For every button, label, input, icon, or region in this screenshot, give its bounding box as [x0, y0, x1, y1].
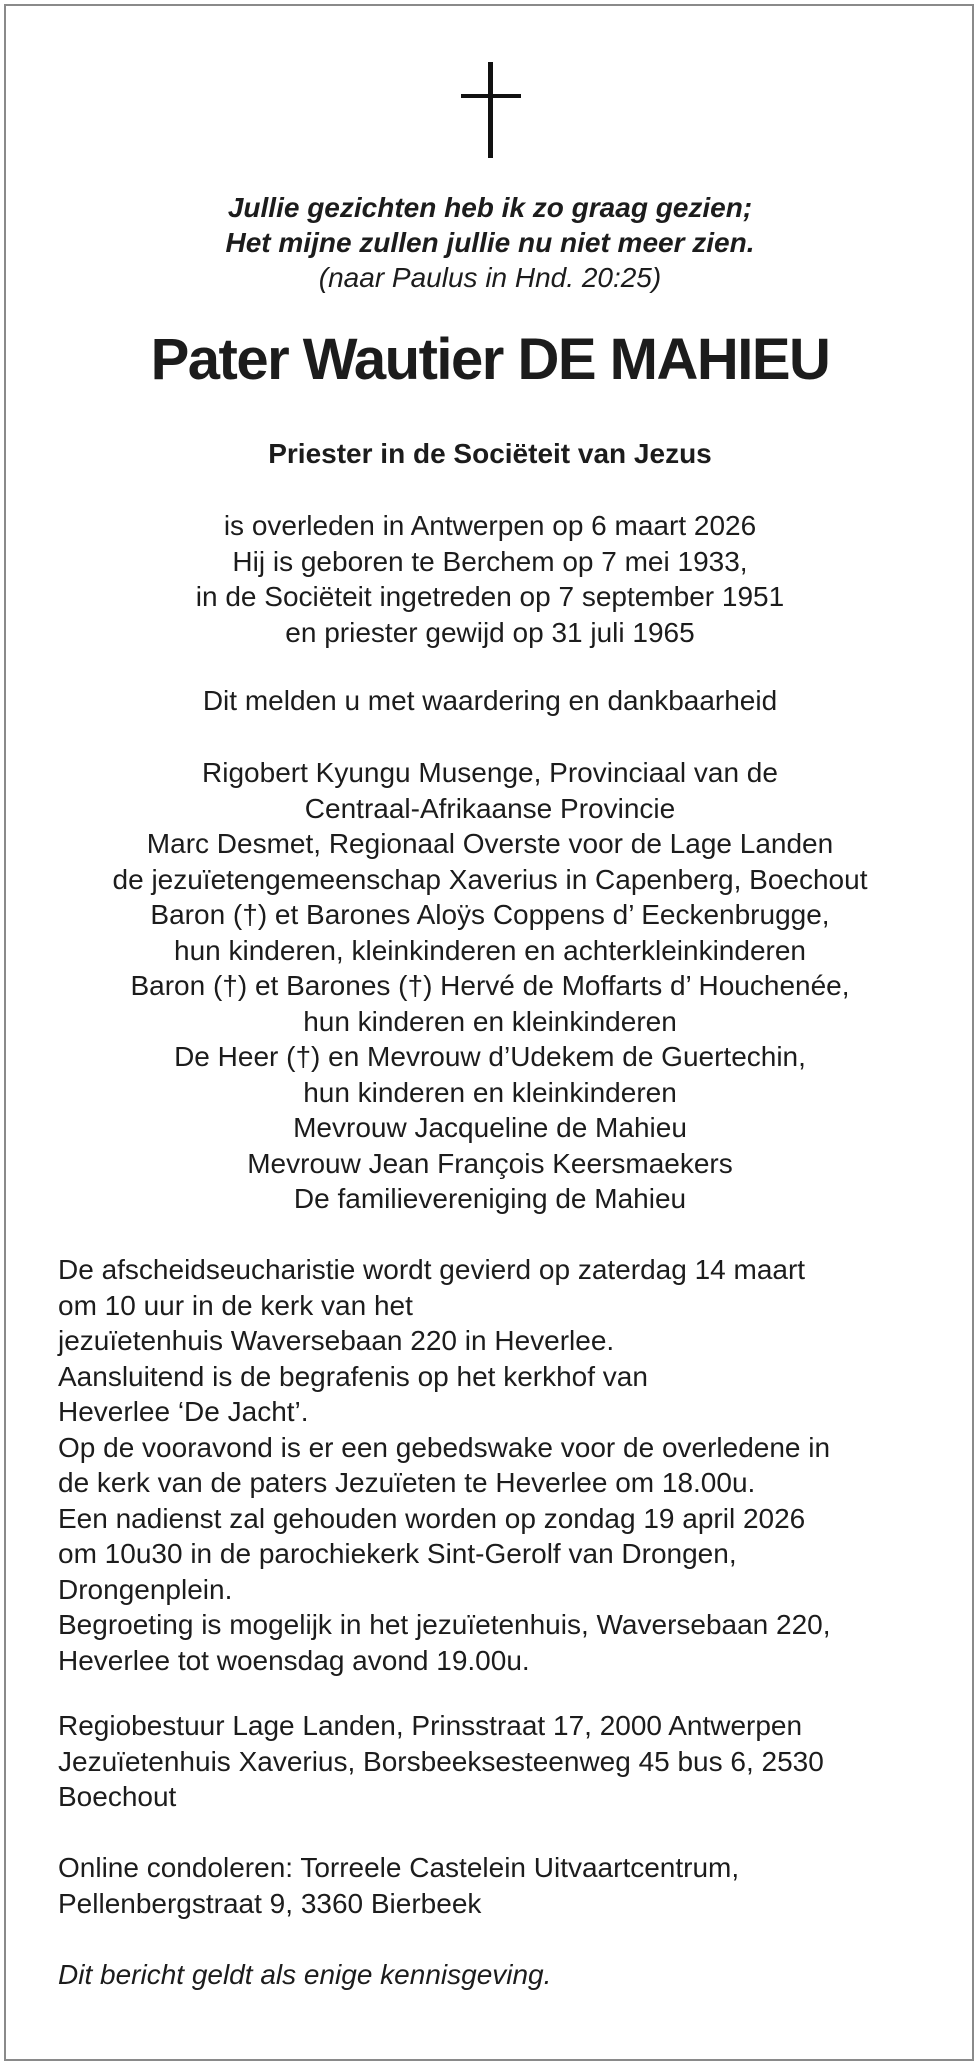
ceremony-line: om 10 uur in de kerk van het [58, 1289, 413, 1321]
ceremony-line: Heverlee ‘De Jacht’. [58, 1396, 309, 1427]
address-line: Jezuïetenhuis Xaverius, Borsbeeksesteenweg 45 bus 6, 2530 [58, 1745, 824, 1777]
ceremony-line: de kerk van de paters Jezuïeten te Heverlee om 18.00u. [58, 1467, 756, 1498]
family-line: Mevrouw Jacqueline de Mahieu [293, 1112, 687, 1143]
family-line: de jezuïetengemeenschap Xaverius in Capenberg, Boechout [112, 863, 868, 895]
family-line: Centraal-Afrikaanse Provincie [304, 792, 676, 824]
addresses [58, 1708, 938, 1815]
family-line: Rigobert Kyungu Musenge, Provinciaal van de [202, 757, 778, 788]
address-line: Boechout [58, 1781, 177, 1812]
family-line: Baron (†) et Barones Aloÿs Coppens d’ Eeckenbrugge, [150, 899, 830, 930]
thanks-line: Dit melden u met waardering en dankbaarheid [202, 685, 778, 716]
condolence-line: Online condoleren: Torreele Castelein Uitvaartcentrum, [58, 1852, 740, 1883]
ceremony-line: jezuïetenhuis Waversebaan 220 in Heverlee. [58, 1325, 615, 1356]
ceremony-details [58, 1252, 938, 1678]
family-line: Mevrouw Jean François Keersmaekers [247, 1147, 733, 1179]
family-line: De Heer (†) en Mevrouw d’Udekem de Guertechin, [174, 1041, 806, 1072]
family-line: Marc Desmet, Regionaal Overste voor de Lage Landen [146, 828, 834, 859]
ceremony-line: om 10u30 in de parochiekerk Sint-Gerolf van Drongen, [58, 1538, 737, 1569]
ceremony-line: Drongenplein. [58, 1573, 233, 1605]
ceremony-line: Een nadienst zal gehouden worden op zondag 19 april 2026 [58, 1502, 806, 1534]
life-line: in de Sociëteit ingetreden op 7 september 1951 [195, 581, 785, 612]
family-line: De familievereniging de Mahieu [293, 1183, 687, 1214]
condolence-line: Pellenbergstraat 9, 3360 Bierbeek [58, 1887, 482, 1919]
motto [40, 190, 940, 295]
ceremony-line: Op de vooravond is er een gebedswake voor de overledene in [58, 1431, 831, 1463]
ceremony-line: Heverlee tot woensdag avond 19.00u. [58, 1644, 530, 1676]
family-line: hun kinderen, kleinkinderen en achterkleinkinderen [174, 934, 806, 966]
life-details [40, 508, 940, 650]
deceased-title: Priester in de Sociëteit van Jezus [268, 438, 712, 469]
motto-line-2: Het mijne zullen jullie nu niet meer zien. [225, 227, 755, 258]
life-line: Hij is geboren te Berchem op 7 mei 1933, [232, 545, 748, 577]
family-list [40, 755, 940, 1217]
family-line: hun kinderen en kleinkinderen [303, 1005, 677, 1037]
life-line: en priester gewijd op 31 juli 1965 [285, 616, 695, 648]
deceased-name: Pater Wautier DE MAHIEU [150, 327, 830, 392]
family-line: Baron (†) et Barones (†) Hervé de Moffarts d’ Houchenée, [130, 970, 850, 1001]
ceremony-line: De afscheidseucharistie wordt gevierd op zaterdag 14 maart [58, 1254, 806, 1285]
condolences [58, 1850, 938, 1921]
ceremony-line: Aansluitend is de begrafenis op het kerkhof van [58, 1360, 648, 1392]
cross-icon [461, 62, 521, 158]
motto-line-1: Jullie gezichten heb ik zo graag gezien; [227, 192, 753, 223]
closing-notice: Dit bericht geldt als enige kennisgeving. [58, 1959, 552, 1990]
address-line: Regiobestuur Lage Landen, Prinsstraat 17, 2000 Antwerpen [58, 1710, 803, 1741]
family-line: hun kinderen en kleinkinderen [303, 1076, 677, 1108]
motto-reference: (naar Paulus in Hnd. 20:25) [318, 262, 662, 293]
life-line: is overleden in Antwerpen op 6 maart 2026 [223, 510, 757, 541]
ceremony-line: Begroeting is mogelijk in het jezuïetenhuis, Waversebaan 220, [58, 1609, 831, 1640]
